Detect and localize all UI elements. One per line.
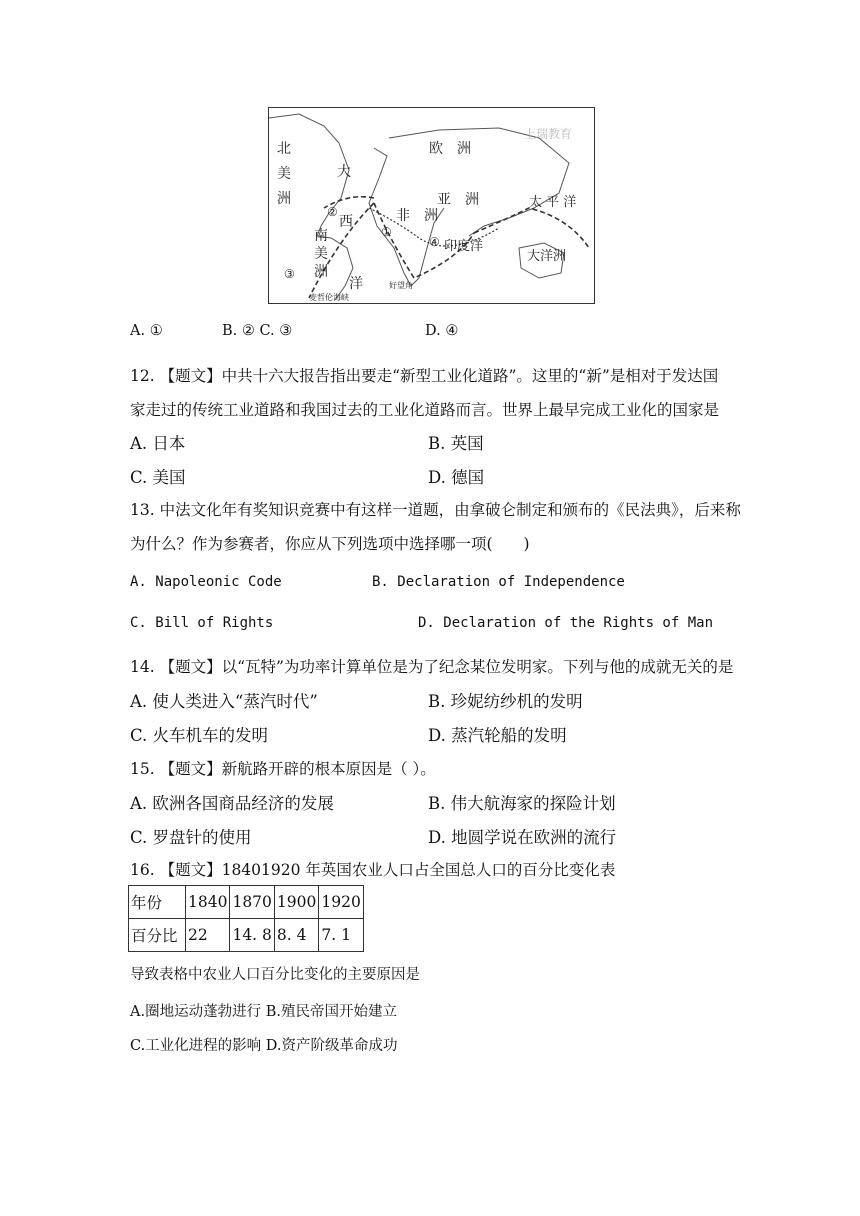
q16-question: 导致表格中农业人口百分比变化的主要原因是	[130, 967, 420, 983]
table-cell: 1870	[230, 886, 274, 919]
q13-option-b: B. Declaration of Independence	[372, 574, 625, 590]
table-cell: 8. 4	[274, 919, 318, 952]
q16-options-cd: C.工业化进程的影响 D.资产阶级革命成功	[130, 1038, 398, 1054]
q13-option-d: D. Declaration of the Rights of Man	[418, 615, 714, 631]
q14-option-d: D. 蒸汽轮船的发明	[428, 726, 567, 745]
table-cell: 14. 8	[230, 919, 274, 952]
q13-stem-line2: 为什么？作为参赛者，你应从下列选项中选择哪一项( )	[130, 535, 530, 553]
q15-stem: 15. 【题文】新航路开辟的根本原因是（ ）。	[130, 760, 436, 778]
map-label-indian-ocean: 印度洋	[444, 239, 484, 254]
q14-option-b: B. 珍妮纺纱机的发明	[428, 692, 583, 711]
q12-option-c: C. 美国	[130, 468, 186, 487]
table-header-year: 年份	[129, 886, 186, 919]
map-label-cape: 好望角	[389, 281, 413, 290]
world-route-map	[268, 107, 595, 304]
q12-option-d: D. 德国	[428, 468, 485, 487]
map-label-xi: 西	[339, 214, 353, 230]
table-cell: 1840	[186, 886, 230, 919]
map-marker-3: ③	[284, 267, 295, 281]
q14-option-c: C. 火车机车的发明	[130, 726, 269, 745]
q15-option-b: B. 伟大航海家的探险计划	[428, 794, 616, 813]
map-watermark: 上瑞教育	[524, 127, 573, 141]
map-label-nan: 南	[314, 228, 328, 244]
table-row	[129, 919, 364, 952]
population-table	[128, 885, 364, 952]
q13-option-c: C. Bill of Rights	[130, 615, 274, 631]
q14-stem: 14. 【题文】以“瓦特”为功率计算单位是为了纪念某位发明家。下列与他的成就无关的是	[130, 658, 734, 676]
q14-option-a: A. 使人类进入“蒸汽时代”	[130, 692, 318, 711]
map-label-america-mei: 美	[277, 166, 291, 182]
map-marker-2: ②	[327, 205, 338, 219]
q12-option-a: A. 日本	[130, 434, 186, 453]
map-label-europe: 欧 洲	[429, 141, 471, 157]
table-cell: 7. 1	[319, 919, 363, 952]
table-cell: 1900	[274, 886, 318, 919]
table-cell: 22	[186, 919, 230, 952]
q15-option-a: A. 欧洲各国商品经济的发展	[130, 794, 334, 813]
q13-option-a: A. Napoleonic Code	[130, 574, 282, 590]
q11-option-d: D. ④	[425, 323, 459, 339]
map-label-nan-zhou: 洲	[314, 264, 328, 280]
q16-options-ab: A.圈地运动蓬勃进行 B.殖民帝国开始建立	[130, 1004, 397, 1020]
q12-stem-line2: 家走过的传统工业道路和我国过去的工业化道路而言。世界上最早完成工业化的国家是	[130, 401, 720, 419]
q15-option-d: D. 地圆学说在欧洲的流行	[428, 828, 617, 847]
q11-option-a: A. ①	[130, 323, 163, 339]
q13-stem-line1: 13. 中法文化年有奖知识竞赛中有这样一道题，由拿破仑制定和颁布的《民法典》，后来称	[130, 501, 741, 519]
route-line-4	[474, 208, 589, 248]
map-marker-1: ①	[381, 225, 392, 239]
map-label-pacific: 太 平 洋	[529, 195, 577, 210]
table-cell: 1920	[319, 886, 363, 919]
map-label-asia: 亚 洲	[437, 192, 479, 208]
map-label-yang: 洋	[349, 276, 363, 292]
table-header-percent: 百分比	[129, 919, 186, 952]
map-label-nan-mei: 美	[314, 246, 328, 262]
q12-option-b: B. 英国	[428, 434, 484, 453]
map-label-magellan: 麦哲伦海峡	[309, 293, 349, 302]
map-marker-4: ④	[429, 235, 440, 249]
q11-option-bc: B. ② C. ③	[222, 323, 293, 339]
table-row	[129, 886, 364, 919]
map-label-america-zhou: 洲	[277, 191, 291, 207]
map-label-da: 大	[337, 164, 351, 180]
q12-stem-line1: 12. 【题文】中共十六大报告指出要走“新型工业化道路”。这里的“新”是相对于发达国	[130, 367, 719, 385]
map-label-oceania: 大洋洲	[527, 249, 567, 264]
map-label-africa: 非 洲	[396, 208, 438, 224]
q16-stem: 16. 【题文】18401920 年英国农业人口占全国总人口的百分比变化表	[130, 861, 616, 879]
map-label-north: 北	[277, 141, 291, 157]
q15-option-c: C. 罗盘针的使用	[130, 828, 252, 847]
